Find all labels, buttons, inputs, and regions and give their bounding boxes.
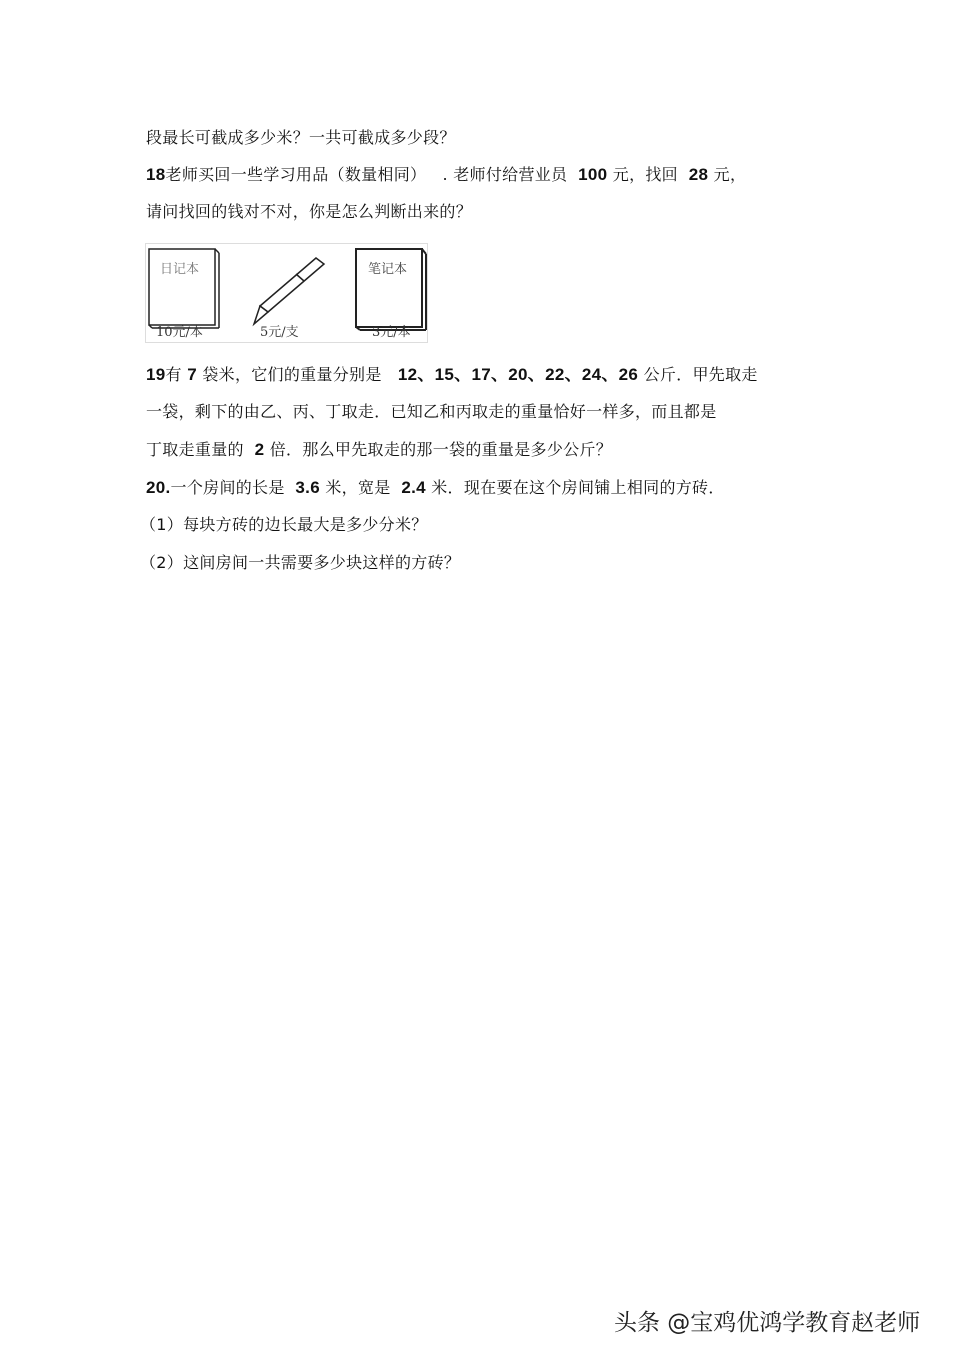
number: 7: [187, 365, 197, 384]
text: 袋米，它们的重量分别是: [196, 365, 398, 384]
question-19: [146, 365, 758, 385]
diary-price: 10元/本: [156, 325, 203, 340]
text: 一个房间的长是: [170, 478, 296, 497]
diary-title: 日记本: [160, 262, 200, 277]
question-18: [146, 165, 746, 185]
text-line: 请问找回的钱对不对，你是怎么判断出来的？: [146, 202, 473, 221]
question-number: 18: [146, 165, 166, 184]
text: 米．现在要在这个房间铺上相同的方砖．: [425, 478, 725, 497]
text: 公斤．甲先取走: [638, 365, 758, 384]
weights: 12、15、17、20、22、24、26: [397, 365, 639, 384]
sub-question-1: （1）每块方砖的边长最大是多少分米？: [140, 515, 428, 534]
question-20: [146, 478, 725, 498]
text: 倍．那么甲先取走的那一袋的重量是多少公斤？: [264, 440, 613, 459]
text: 米，宽是: [319, 478, 402, 497]
number: 28: [688, 165, 709, 184]
text: 丁取走重量的: [146, 440, 255, 459]
fountain-pen-icon: [254, 258, 324, 324]
number: 100: [578, 165, 608, 184]
watermark: 头条 @宝鸡优鸿学教育赵老师: [614, 1310, 921, 1336]
sub-question-2: （2）这间房间一共需要多少块这样的方砖？: [140, 553, 461, 572]
question-number: 19: [146, 365, 166, 384]
notebook-price: 3元/本: [372, 325, 411, 340]
notebook-title: 笔记本: [368, 262, 408, 277]
text: 元，找回: [607, 165, 689, 184]
text-line: 一袋，剩下的由乙、丙、丁取走．已知乙和丙取走的重量恰好一样多，而且都是: [146, 402, 717, 421]
number: 2: [254, 440, 265, 459]
number: 3.6: [295, 478, 320, 497]
text-line: 段最长可截成多少米？一共可截成多少段？: [146, 128, 456, 147]
text: 有: [165, 365, 188, 384]
question-number: 20.: [146, 478, 171, 497]
text-line: [146, 440, 612, 460]
pen-price: 5元/支: [260, 325, 299, 340]
stationery-figure: [145, 243, 428, 343]
text: 老师买回一些学习用品（数量相同） . 老师付给营业员: [165, 165, 579, 184]
number: 2.4: [401, 478, 426, 497]
text: 元，: [708, 165, 747, 184]
